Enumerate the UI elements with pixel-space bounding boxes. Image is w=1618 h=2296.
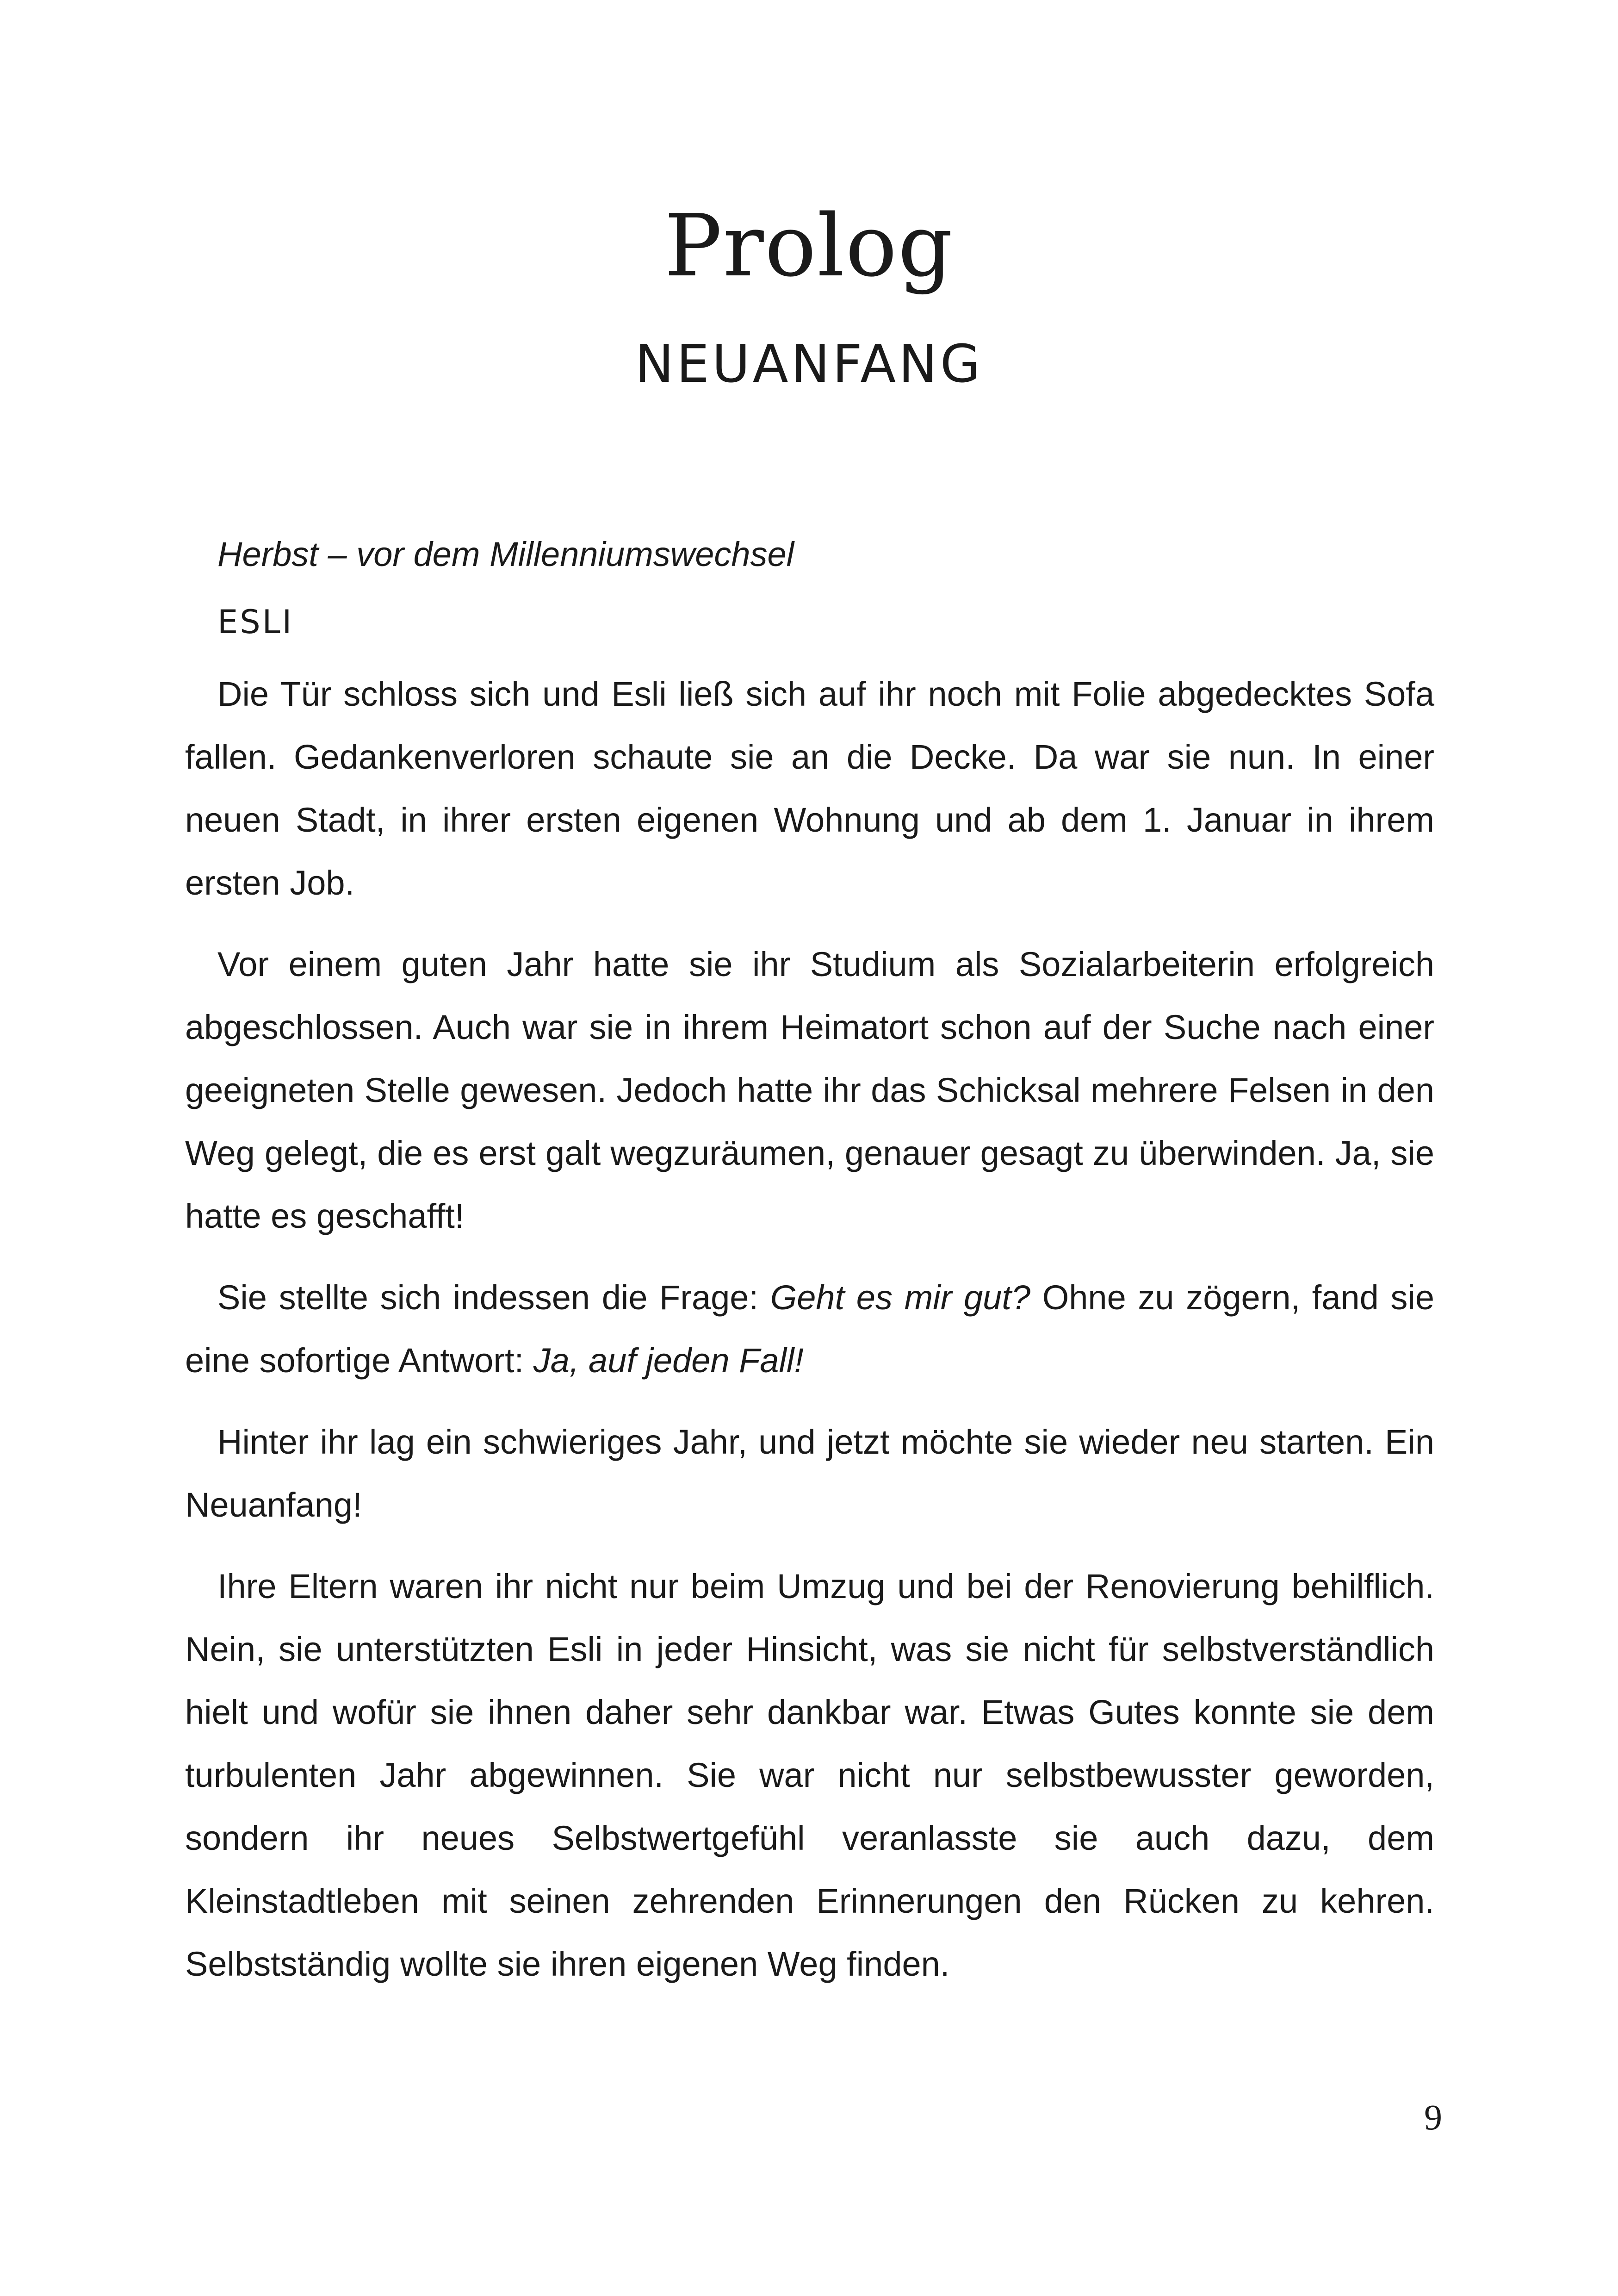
paragraph-5: Ihre Eltern waren ihr nicht nur beim Umzug und bei der Renovierung behilflich. Nein, sie unterstützten Esli in jeder Hinsicht, was sie nicht für selbstverständlich hielt und wofür sie ihnen daher sehr dankbar war. Etwas Gutes konnte sie dem turbulenten Jahr abgewinnen. Sie war nicht nur selbstbewusster geworden, sondern ihr neues Selbstwertgefühl veranlasste sie auch dazu, dem Kleinstadtleben mit seinen zehrenden Erinnerungen den Rücken zu kehren. Selbstständig wollte sie ihren eigenen Weg finden. xyxy=(185,1567,1434,1983)
chapter-subtitle: NEUANFANG xyxy=(635,334,983,394)
body-text xyxy=(185,523,1434,2014)
chapter-title: Prolog xyxy=(664,196,954,296)
page-number: 9 xyxy=(1424,2097,1442,2137)
time-line: Herbst – vor dem Millenniumswechsel xyxy=(217,535,794,573)
paragraph-3-text-a: Sie stellte sich indessen die Frage: xyxy=(217,1278,770,1317)
paragraph-3-answer: Ja, auf jeden Fall! xyxy=(533,1341,804,1380)
speaker-label: ESLI xyxy=(217,603,294,641)
paragraph-1: Die Tür schloss sich und Esli ließ sich auf ihr noch mit Folie abgedecktes Sofa fallen. Gedankenverloren schaute sie an die Decke. Da war sie nun. In einer neuen Stadt, in ihrer ersten eigenen Wohnung und ab dem 1. Januar in ihrem ersten Job. xyxy=(185,675,1434,902)
paragraph-3-text-c: Ohne zu zögern, fand sie eine sofortige Antwort: xyxy=(185,1278,1434,1380)
paragraph-3 xyxy=(185,1266,1434,1392)
paragraph-3-question: Geht es mir gut? xyxy=(770,1278,1031,1317)
paragraph-4: Hinter ihr lag ein schwieriges Jahr, und jetzt möchte sie wieder neu starten. Ein Neuanfang! xyxy=(185,1423,1434,1524)
paragraph-2: Vor einem guten Jahr hatte sie ihr Studium als Sozialarbeiterin erfolgreich abgeschlossen. Auch war sie in ihrem Heimatort schon auf der Suche nach einer geeigneten Stelle gewesen. Jedoch hatte ihr das Schicksal mehrere Felsen in den Weg gelegt, die es erst galt wegzuräumen, genauer gesagt zu überwinden. Ja, sie hatte es geschafft! xyxy=(185,945,1434,1235)
